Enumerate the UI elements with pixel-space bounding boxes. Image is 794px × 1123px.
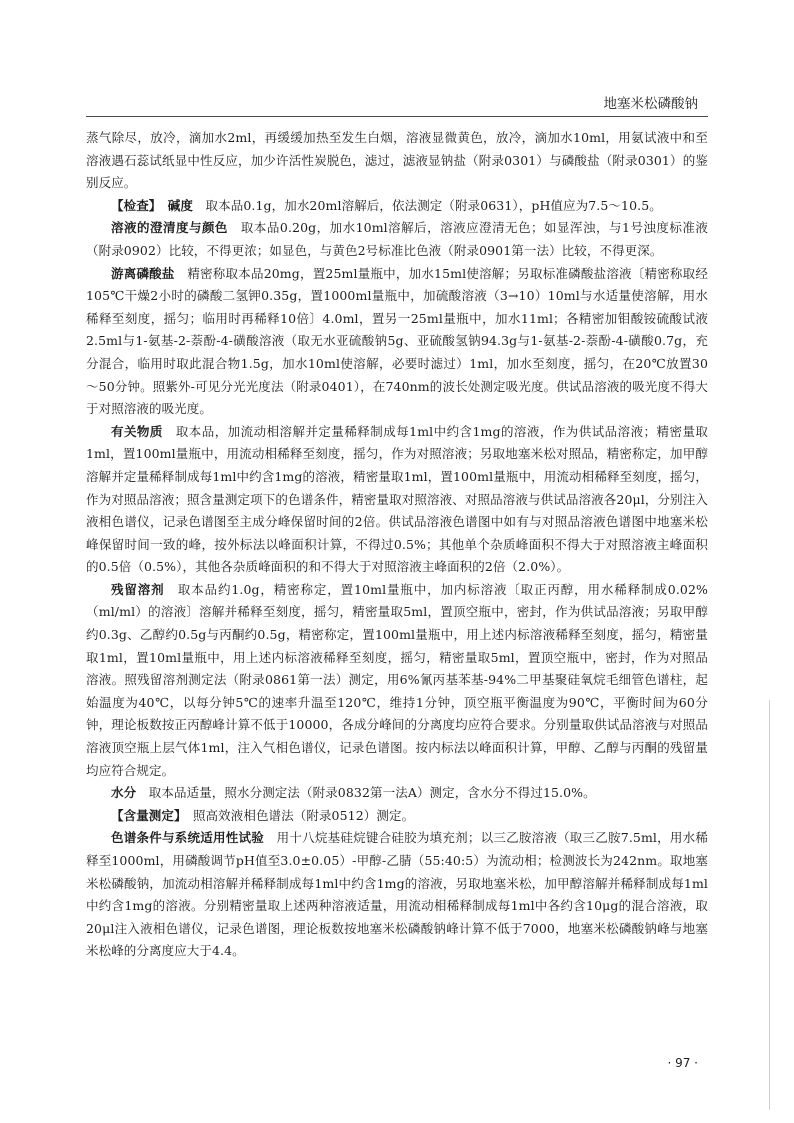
paragraph-water xyxy=(86,782,708,805)
section-heading: 色谱条件与系统适用性试验 xyxy=(111,830,264,846)
paragraph-text: 精密称取本品20mg，置25ml量瓶中，加水15ml使溶解；另取标准磷酸盐溶液〔精密称取经105℃干燥2小时的磷酸二氢钾0.35g，置1000ml量瓶中，加硫酸溶液（3→10）10ml与水适量使溶解，用水稀释至刻度，摇匀；临用时再稀释10倍〕4.0ml，置另一25ml量瓶中，加水11ml；各精密加钼酸铵硫酸试液2.5ml与1-氨基-2-萘酚-4-磺酸溶液（取无水亚硫酸钠5g、亚硫酸氢钠94.3g与1-氨基-2-萘酚-4-磺酸0.7g，充分混合，临用时取此混合物1.5g，加水10ml使溶解，必要时滤过）1ml，加水至刻度，摇匀，在20℃放置30～50分钟。照紫外-可见分光光度法（附录0401），在740nm的波长处测定吸光度。供试品溶液的吸光度不得大于对照溶液的吸光度。 xyxy=(86,265,708,417)
paragraph-chromatographic-conditions xyxy=(86,827,708,963)
paragraph-text: 用十八烷基硅烷键合硅胶为填充剂；以三乙胺溶液（取三乙胺7.5ml，用水稀释至1000ml，用磷酸调节pH值至3.0±0.05）-甲醇-乙腈（55:40:5）为流动相；检测波长为242nm。取地塞米松磷酸钠，加流动相溶解并稀释制成每1ml中约含1mg的溶液，另取地塞米松，加甲醇溶解并稀释制成每1ml中约含1mg的溶液。分别精密量取上述两种溶液适量，用流动相稀释制成每1ml中各约含10μg的混合溶液，取20μl注入液相色谱仪，记录色谱图，理论板数按地塞米松磷酸钠峰计算不低于7000，地塞米松磷酸钠峰与地塞米松峰的分离度应大于4.4。 xyxy=(86,830,708,959)
section-heading: 游离磷酸盐 xyxy=(111,265,175,281)
scan-edge-line xyxy=(769,700,770,1110)
section-heading: 溶液的澄清度与颜色 xyxy=(111,220,228,236)
paragraph-text: 取本品，加流动相溶解并定量稀释制成每1ml中约含1mg的溶液，作为供试品溶液；精密量取1ml，置100ml量瓶中，用流动相稀释至刻度，摇匀，作为对照溶液；另取地塞米松对照品，精密称定，加甲醇溶解并定量稀释制成每1ml中约含1mg的溶液，精密量取1ml，置100ml量瓶中，用流动相稀释至刻度，摇匀，作为对照品溶液；照含量测定项下的色谱条件，精密量取对照溶液、对照品溶液与供试品溶液各20μl，分别注入液相色谱仪，记录色谱图至主成分峰保留时间的2倍。供试品溶液色谱图中如有与对照品溶液色谱图中地塞米松峰保留时间一致的峰，按外标法以峰面积计算，不得过0.5%；其他单个杂质峰面积不得大于对照溶液主峰面积的0.5倍（0.5%），其他各杂质峰面积的和不得大于对照溶液主峰面积的2倍（2.0%）。 xyxy=(86,423,709,575)
paragraph-text: 取本品适量，照水分测定法（附录0832第一法A）测定，含水分不得过15.0%。 xyxy=(136,785,596,801)
paragraph-text: 取本品0.20g，加水10ml溶解后，溶液应澄清无色；如显浑浊，与1号浊度标准液（附录0902）比较，不得更浓；如显色，与黄色2号标准比色液（附录0901第一法）比较，不得更深。 xyxy=(86,220,708,258)
body-text xyxy=(86,127,708,963)
paragraph-free-phosphate xyxy=(86,263,708,421)
paragraph-text: 取本品0.1g，加水20ml溶解后，依法测定（附录0631），pH值应为7.5～10.5。 xyxy=(192,197,662,213)
section-heading: 有关物质 xyxy=(111,423,163,439)
section-heading: 水分 xyxy=(111,785,137,801)
paragraph-text: 取本品约1.0g，精密称定，置10ml量瓶中，加内标溶液〔取正丙醇，用水稀释制成0.02%（ml/ml）的溶液〕溶解并稀释至刻度，摇匀，精密量取5ml，置顶空瓶中，密封，作为供试品溶液；另取甲醇约0.3g、乙醇约0.5g与丙酮约0.5g，精密称定，置100ml量瓶中，用上述内标溶液稀释至刻度，摇匀，精密量取1ml，置10ml量瓶中，用上述内标溶液稀释至刻度，摇匀，精密量取5ml，置顶空瓶中，密封，作为对照品溶液。照残留溶剂测定法（附录0861第一法）测定，用6%氰丙基苯基-94%二甲基聚硅氧烷毛细管色谱柱，起始温度为40℃，以每分钟5℃的速率升温至120℃，维持1分钟，顶空瓶平衡温度为90℃，平衡时间为60分钟，理论板数按正丙醇峰计算不低于10000，各成分峰间的分离度均应符合要求。分别量取供试品溶液与对照品溶液顶空瓶上层气体1ml，注入气相色谱仪，记录色谱图。按内标法以峰面积计算，甲醇、乙醇与丙酮的残留量均应符合规定。 xyxy=(86,581,708,778)
paragraph-related-substances xyxy=(86,421,708,579)
section-heading: 残留溶剂 xyxy=(111,581,165,597)
paragraph-text: 蒸气除尽，放冷，滴加水2ml，再缓缓加热至发生白烟，溶液显微黄色，放冷，滴加水10ml，用氨试液中和至溶液遇石蕊试纸显中性反应，加少许活性炭脱色，滤过，滤液显钠盐（附录0301）与磷酸盐（附录0301）的鉴别反应。 xyxy=(86,130,708,191)
paragraph-text: 照高效液相色谱法（附录0512）测定。 xyxy=(180,807,415,823)
paragraph-assay xyxy=(86,805,708,828)
running-header-title: 地塞米松磷酸钠 xyxy=(603,96,698,112)
header-rule xyxy=(86,116,708,117)
paragraph-continuation xyxy=(86,127,708,195)
page-number: · 97 · xyxy=(667,1056,698,1070)
paragraph-clarity-color xyxy=(86,217,708,262)
paragraph-residual-solvents xyxy=(86,579,708,782)
section-heading: 【检查】 碱度 xyxy=(111,197,193,213)
section-heading: 【含量测定】 xyxy=(111,807,181,823)
paragraph-alkalinity xyxy=(86,195,708,218)
